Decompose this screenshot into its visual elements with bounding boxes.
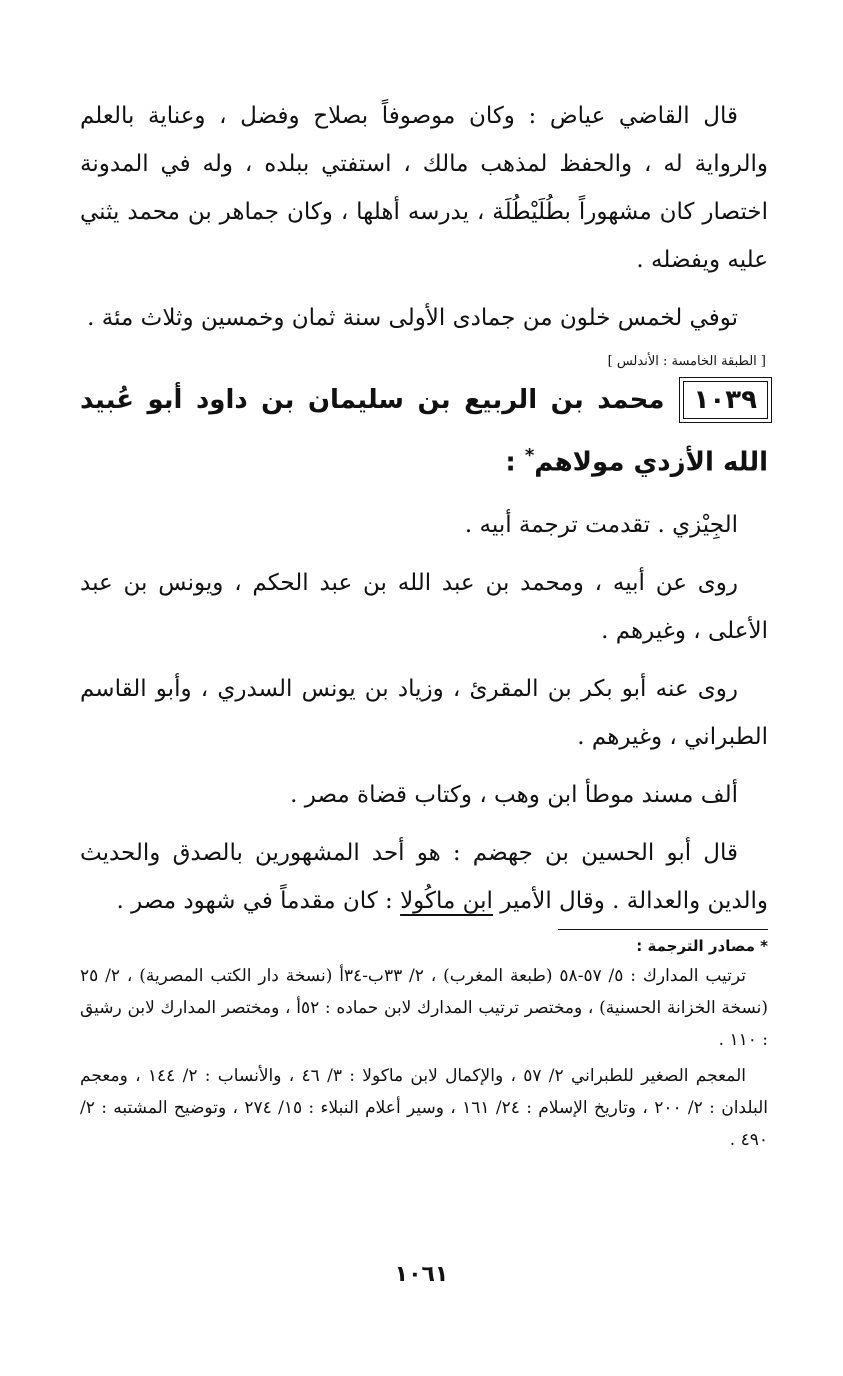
entry-number-box: ١٠٣٩ (683, 381, 768, 419)
footnote-divider (558, 929, 768, 930)
footnote-sources-1: ترتيب المدارك : ٥/ ٥٧-٥٨ (طبعة المغرب) ، ٢/ ٣٣ب-٣٤أ (نسخة دار الكتب المصرية) ، ٢/ ٢٥ (نسخة الخزانة الحسنية) ، ومختصر ترتيب المدارك لابن حماده : ٥٢أ ، ومختصر المدارك لابن رشيق : ١١٠ . (80, 965, 768, 1050)
page-number: ١٠٦١ (394, 1262, 449, 1287)
entry-heading (80, 372, 768, 491)
entry-title-suffix: : (505, 447, 525, 478)
footnote-title: * مصادر الترجمة : (636, 936, 768, 955)
paragraph-death-date: توفي لخمس خلون من جمادى الأولى سنة ثمان وخمسين وثلاث مئة . (87, 305, 738, 331)
paragraph-ibn-jahdam-end: : كان مقدماً في شهود مصر . (116, 887, 401, 914)
entry-title: محمد بن الربيع بن سليمان بن داود أبو عُبيد الله الأزدي مولاهم (80, 385, 768, 478)
paragraph-ibn-jahdam (80, 829, 768, 925)
paragraph-qadi-iyad: قال القاضي عياض : وكان موصوفاً بصلاح وفضل ، وعناية بالعلم والرواية له ، والحفظ لمذهب مالك ، استفتي ببلده ، وله في المدونة اختصار كان مشهوراً بطُلَيْطُلَة ، يدرسه أهلها ، وكان جماهر بن محمد يثني عليه ويفضله . (80, 103, 768, 273)
underlined-name: ابن ماكُولا (400, 887, 493, 914)
paragraph-works: ألف مسند موطأ ابن وهب ، وكتاب قضاة مصر . (290, 781, 738, 808)
footnote-marker: * (524, 445, 535, 466)
page-content (80, 92, 768, 1156)
paragraph-ibn-jahdam-start: قال أبو الحسين بن جهضم : هو أحد المشهورين بالصدق والحديث والدين والعدالة . وقال الأمير (80, 839, 768, 914)
footnote-sources-2: المعجم الصغير للطبراني ٢/ ٥٧ ، والإكمال لابن ماكولا : ٣/ ٤٦ ، والأنساب : ٢/ ١٤٤ ، ومعجم البلدان : ٢/ ٢٠٠ ، وتاريخ الإسلام : ٢٤/ ١٦١ ، وسير أعلام النبلاء : ١٥/ ٢٧٤ ، وتوضيح المشتبه : ٢/ ٤٩٠ . (80, 1065, 769, 1150)
paragraph-narrated-by: روى عنه أبو بكر بن المقرئ ، وزياد بن يونس السدري ، وأبو القاسم الطبراني ، وغيرهم . (80, 675, 768, 750)
section-tag: [ الطبقة الخامسة : الأندلس ] (607, 354, 766, 369)
paragraph-nisba: الجِيْزي . تقدمت ترجمة أبيه . (464, 511, 738, 538)
paragraph-narrated-from: روى عن أبيه ، ومحمد بن عبد الله بن عبد الحكم ، ويونس بن عبد الأعلى ، وغيرهم . (80, 569, 768, 644)
